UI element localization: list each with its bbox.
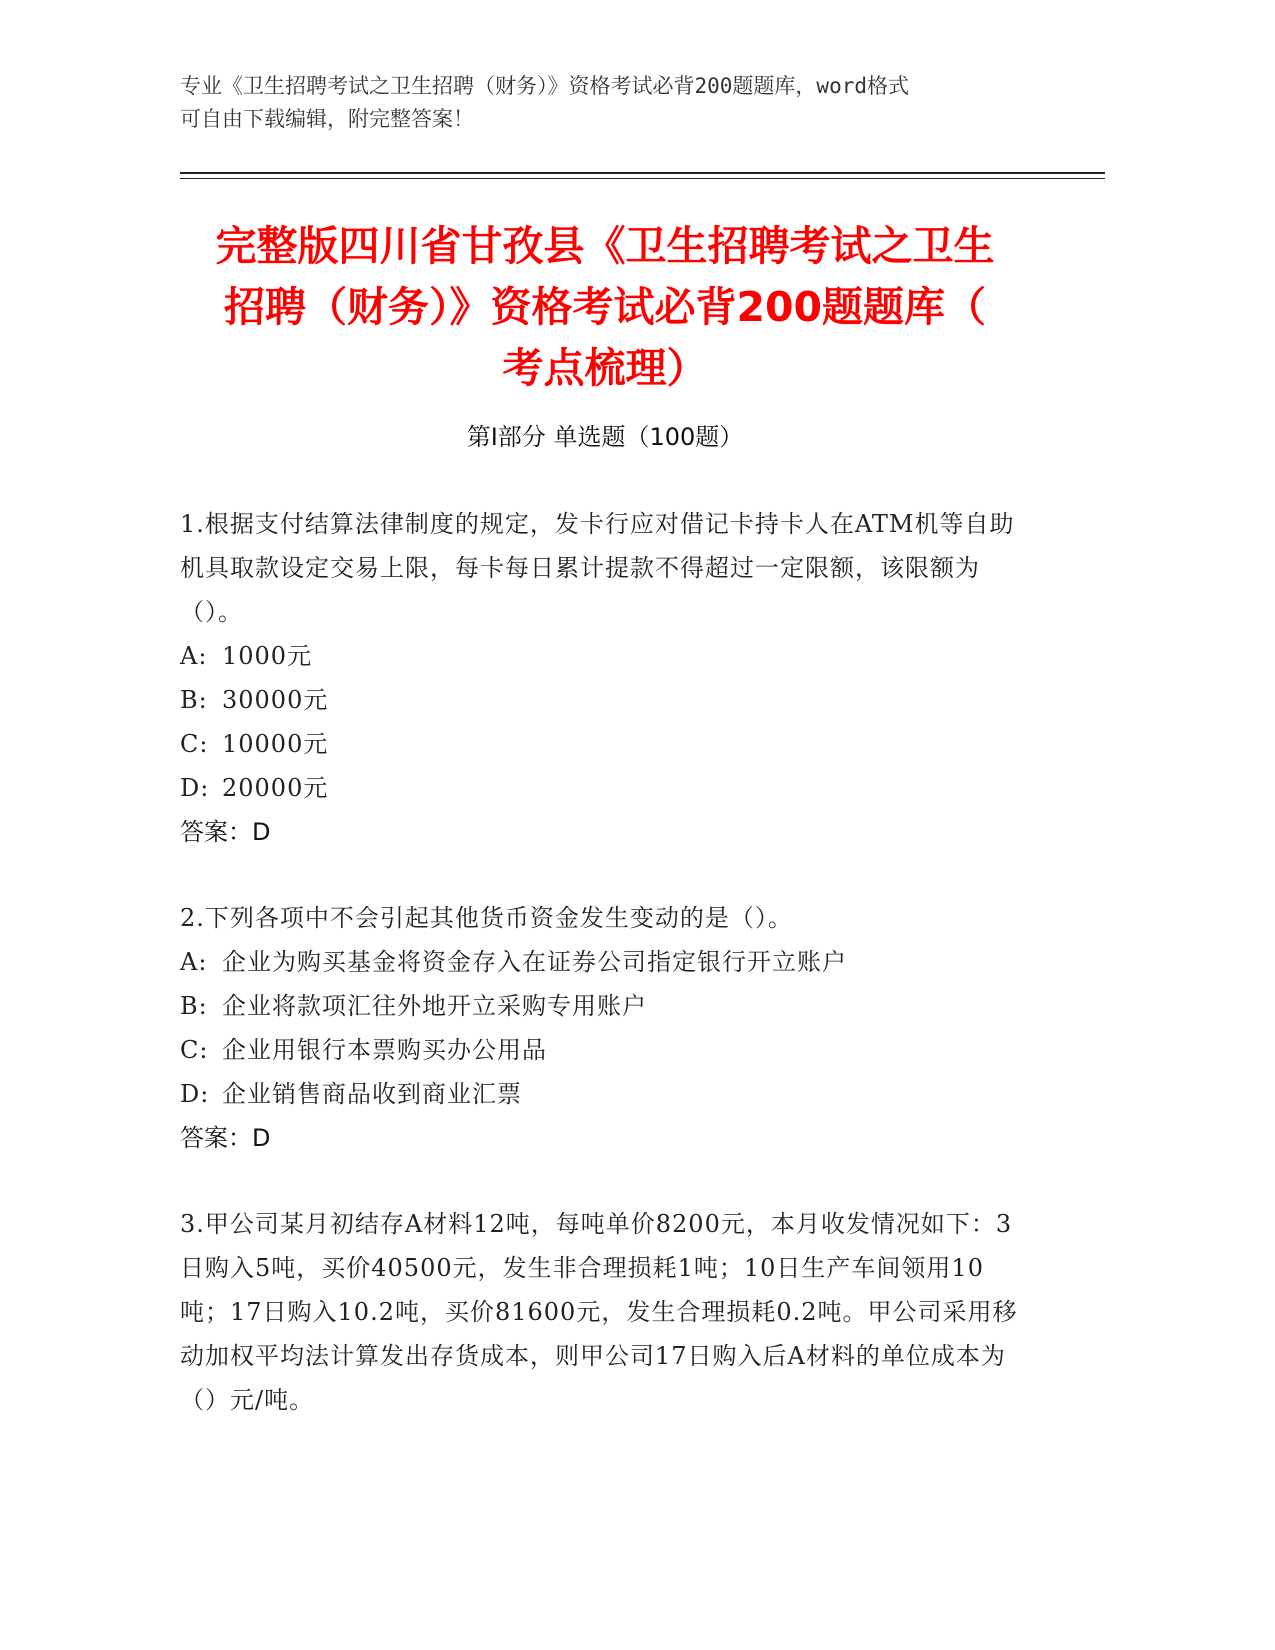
header-divider-thick (180, 172, 1105, 174)
option-text: 企业将款项汇往外地开立采购专用账户 (222, 992, 647, 1020)
option-c (180, 722, 1025, 766)
option-c (180, 1028, 1025, 1072)
answer-text: 答案：D (180, 818, 271, 846)
option-d (180, 1072, 1025, 1116)
header-note-line-1: 专业《卫生招聘考试之卫生招聘（财务）》资格考试必背200题题库，word格式 (180, 74, 909, 98)
option-letter: D: (180, 1080, 210, 1108)
section-heading: 第Ⅰ部分 单选题（100题） (466, 423, 744, 451)
option-d (180, 766, 1025, 810)
header-note-line-2: 可自由下载编辑，附完整答案！ (180, 107, 474, 131)
document-title-line-3: 考点梳理） (502, 344, 708, 392)
option-text: 30000元 (222, 686, 329, 714)
document-title-line-2: 招聘（财务）》资格考试必背200题题库（ (223, 283, 987, 331)
header-note (180, 70, 1040, 136)
option-letter: B: (180, 992, 208, 1020)
question-stem: 1.根据支付结算法律制度的规定，发卡行应对借记卡持卡人在ATM机等自助机具取款设定交易上限，每卡每日累计提款不得超过一定限额，该限额为（）。 (180, 510, 1015, 626)
option-a (180, 634, 1025, 678)
option-letter: D: (180, 774, 210, 802)
option-letter: A: (180, 642, 208, 670)
question-2 (180, 896, 1025, 1160)
option-text: 企业用银行本票购买办公用品 (222, 1036, 547, 1064)
option-text: 企业销售商品收到商业汇票 (222, 1080, 522, 1108)
question-stem: 2.下列各项中不会引起其他货币资金发生变动的是（）。 (180, 904, 793, 932)
option-letter: B: (180, 686, 208, 714)
option-text: 1000元 (222, 642, 313, 670)
option-letter: A: (180, 948, 208, 976)
option-b (180, 678, 1025, 722)
option-text: 20000元 (222, 774, 329, 802)
header-divider-thin (180, 178, 1105, 179)
option-text: 10000元 (222, 730, 329, 758)
option-b (180, 984, 1025, 1028)
option-letter: C: (180, 730, 209, 758)
answer-text: 答案：D (180, 1124, 271, 1152)
document-title-line-1: 完整版四川省甘孜县《卫生招聘考试之卫生 (215, 222, 995, 270)
option-letter: C: (180, 1036, 209, 1064)
document-title (180, 216, 1030, 399)
question-3 (180, 1202, 1025, 1422)
option-a (180, 940, 1025, 984)
question-list (180, 502, 1025, 1464)
question-stem: 3.甲公司某月初结存A材料12吨，每吨单价8200元，本月收发情况如下：3日购入5吨，买价40500元，发生非合理损耗1吨；10日生产车间领用10吨；17日购入10.2吨，买价81600元，发生合理损耗0.2吨。甲公司采用移动加权平均法计算发出存货成本，则甲公司17日购入后A材料的单位成本为（）元/吨。 (180, 1210, 1018, 1414)
option-text: 企业为购买基金将资金存入在证券公司指定银行开立账户 (222, 948, 847, 976)
question-1 (180, 502, 1025, 854)
